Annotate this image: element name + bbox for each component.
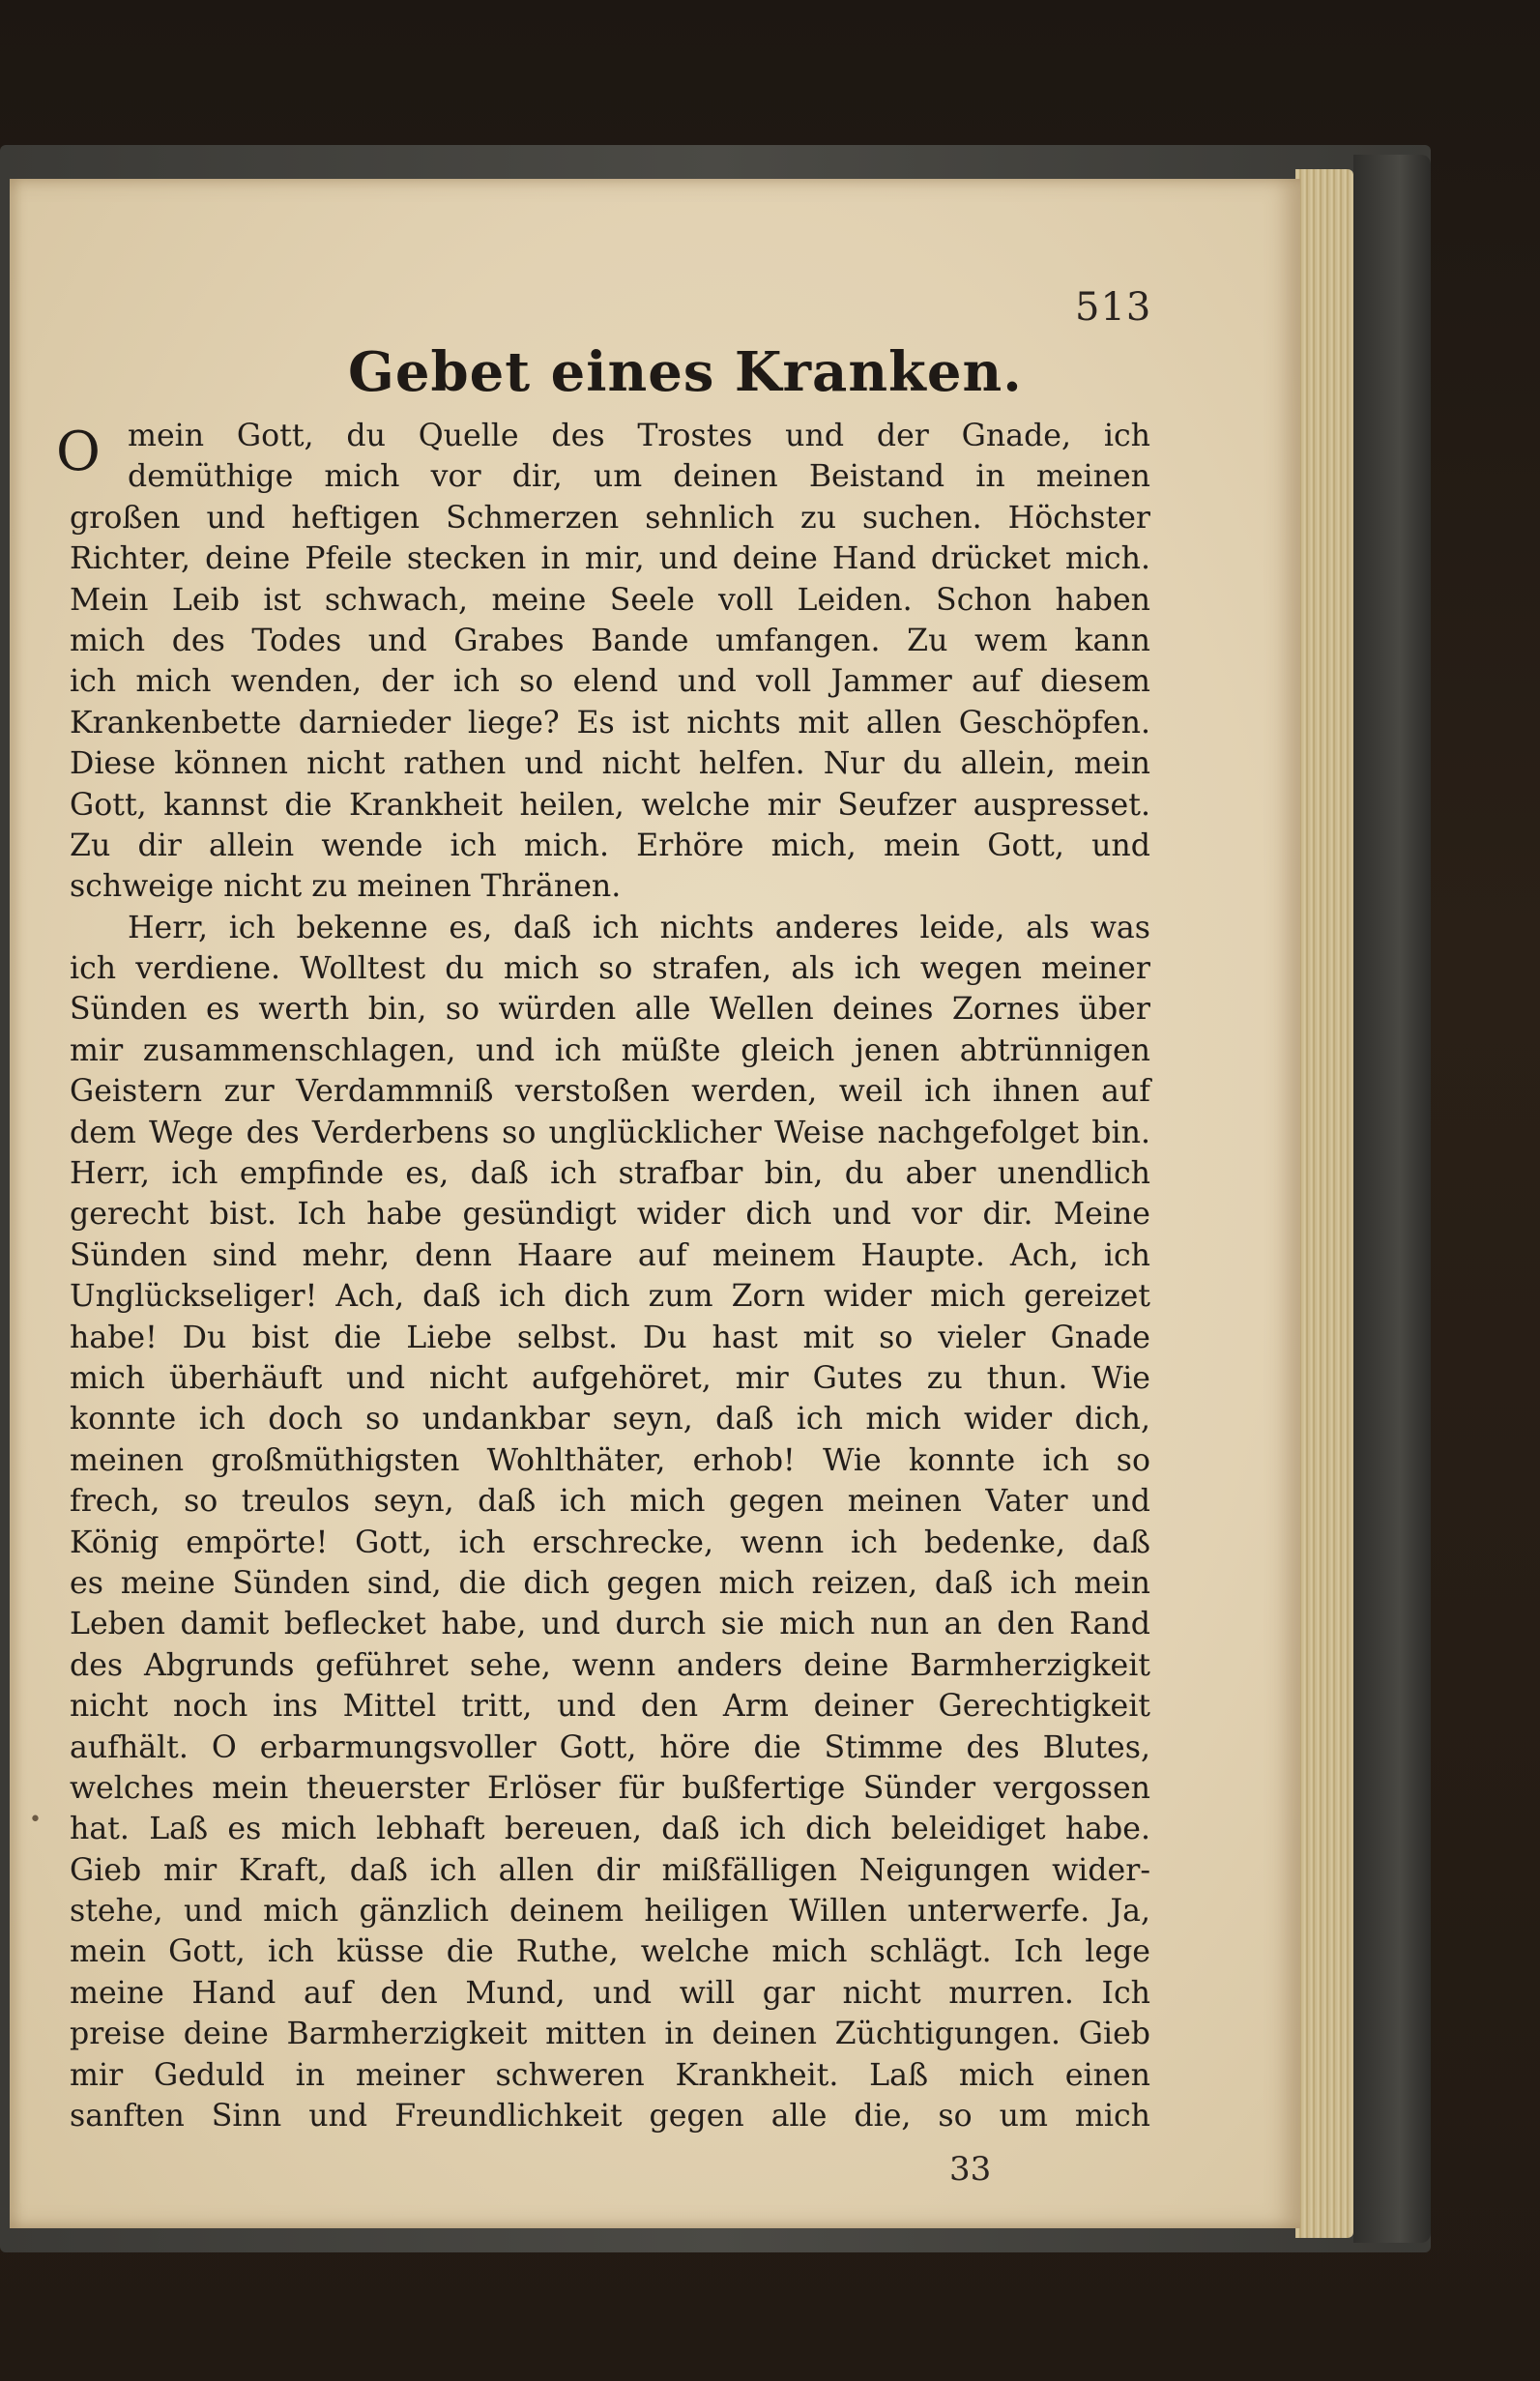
text-line: Geistern zur Verdammniß verstoßen werden, weil ich ihnen auf [70, 1074, 1150, 1110]
text-line: Zu dir allein wende ich mich. Erhöre mich, mein Gott, und [70, 828, 1150, 863]
text-line: sanften Sinn und Freundlichkeit gegen alle die, so um mich [70, 2099, 1150, 2134]
text-line: aufhält. O erbarmungsvoller Gott, höre die Stimme des Blutes, [70, 1729, 1150, 1765]
text-line: König empörte! Gott, ich erschrecke, wenn ich bedenke, daß [70, 1524, 1150, 1560]
drop-cap: O [56, 421, 101, 483]
text-line: mein Gott, ich küsse die Ruthe, welche mich schlägt. Ich lege [70, 1934, 1150, 1970]
text-line: Richter, deine Pfeile stecken in mir, und deine Hand drücket mich. [70, 541, 1150, 577]
margin-mark: • [29, 1808, 42, 1832]
text-line: Leben damit beflecket habe, und durch sie mich nun an den Rand [70, 1607, 1150, 1642]
text-line: konnte ich doch so undankbar seyn, daß ich mich wider dich, [70, 1402, 1150, 1437]
book-binding-edge [1353, 155, 1431, 2243]
text-line: großen und heftigen Schmerzen sehnlich zu suchen. Höchster [70, 500, 1150, 536]
text-line: schweige nicht zu meinen Thränen. [70, 869, 622, 905]
text-line: mir zusammenschlagen, und ich müßte gleich jenen abtrünnigen [70, 1032, 1150, 1068]
text-line: demüthige mich vor dir, um deinen Beistand in meinen [128, 459, 1150, 495]
text-line: dem Wege des Verderbens so unglücklicher Weise nachgefolget bin. [70, 1115, 1150, 1150]
text-line: Gieb mir Kraft, daß ich allen dir mißfälligen Neigungen wider- [70, 1852, 1150, 1888]
text-line: Sünden es werth bin, so würden alle Wellen deines Zornes über [70, 992, 1150, 1028]
text-line: nicht noch ins Mittel tritt, und den Arm deiner Gerechtigkeit [70, 1689, 1150, 1725]
text-line: mein Gott, du Quelle des Trostes und der Gnade, ich [128, 419, 1150, 453]
text-line: des Abgrunds geführet sehe, wenn anders deine Barmherzigkeit [70, 1647, 1150, 1683]
text-line: Gott, kannst die Krankheit heilen, welche mir Seufzer auspresset. [70, 787, 1150, 823]
text-line: gerecht bist. Ich habe gesündigt wider dich und vor dir. Meine [70, 1197, 1150, 1233]
page-edges [1295, 169, 1353, 2238]
text-line: Krankenbette darnieder liege? Es ist nichts mit allen Geschöpfen. [70, 705, 1150, 740]
text-line: Herr, ich bekenne es, daß ich nichts anderes leide, als was [128, 910, 1150, 945]
text-line: ich verdiene. Wolltest du mich so strafen, als ich wegen meiner [70, 951, 1150, 987]
prayer-text [70, 416, 1150, 2136]
text-line: Herr, ich empfinde es, daß ich strafbar bin, du aber unendlich [70, 1156, 1150, 1192]
text-line: mir Geduld in meiner schweren Krankheit. Laß mich einen [70, 2057, 1150, 2093]
text-line: preise deine Barmherzigkeit mitten in deinen Züchtigungen. Gieb [70, 2017, 1150, 2052]
text-line: welches mein theuerster Erlöser für bußfertige Sünder vergossen [70, 1770, 1150, 1806]
text-line: Diese können nicht rathen und nicht helfen. Nur du allein, mein [70, 746, 1150, 782]
text-line: Unglückseliger! Ach, daß ich dich zum Zorn wider mich gereizet [70, 1279, 1150, 1315]
signature-mark: 33 [949, 2150, 992, 2189]
text-line: es meine Sünden sind, die dich gegen mich reizen, daß ich mein [70, 1565, 1150, 1601]
text-line: frech, so treulos seyn, daß ich mich gegen meinen Vater und [70, 1484, 1150, 1520]
text-line: mich des Todes und Grabes Bande umfangen. Zu wem kann [70, 623, 1150, 658]
text-line: habe! Du bist die Liebe selbst. Du hast mit so vieler Gnade [70, 1320, 1150, 1355]
text-line: stehe, und mich gänzlich deinem heiligen Willen unterwerfe. Ja, [70, 1894, 1150, 1930]
text-line: meine Hand auf den Mund, und will gar nicht murren. Ich [70, 1975, 1150, 2011]
text-line: Sünden sind mehr, denn Haare auf meinem Haupte. Ach, ich [70, 1237, 1150, 1273]
text-line: mich überhäuft und nicht aufgehöret, mir Gutes zu thun. Wie [70, 1360, 1150, 1396]
text-line: meinen großmüthigsten Wohlthäter, erhob! Wie konnte ich so [70, 1442, 1150, 1478]
text-line: hat. Laß es mich lebhaft bereuen, daß ich dich beleidiget habe. [70, 1812, 1150, 1847]
text-line: ich mich wenden, der ich so elend und voll Jammer auf diesem [70, 664, 1150, 700]
text-line: Mein Leib ist schwach, meine Seele voll Leiden. Schon haben [70, 582, 1150, 618]
page-number: 513 [1075, 285, 1152, 330]
page-title: Gebet eines Kranken. [348, 340, 1023, 404]
